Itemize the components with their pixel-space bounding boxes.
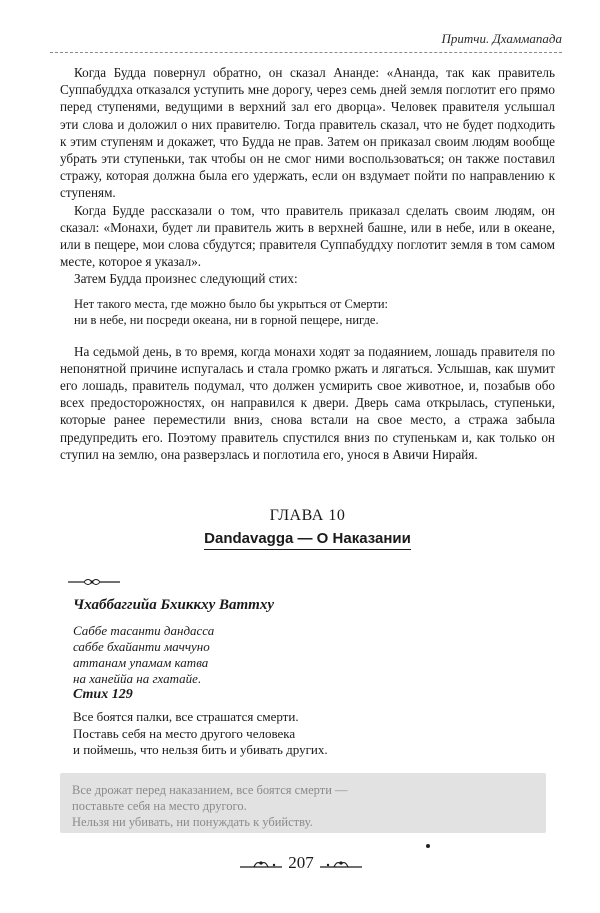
chapter-title-text: Dandavagga — О Наказании [204,530,411,550]
verse-translation [73,709,543,759]
section-title: Чхаббаггийа Бхиккху Ваттху [73,597,274,613]
highlight-box-text [72,782,542,830]
paragraph-4: На седьмой день, в то время, когда монахи ходят за подаянием, лошадь правителя по непонятной причине испугалась и стала громко ржать и лягаться. Услышав, как шумит его лошадь, правитель подумал, что должен усмирить свое животное, и, позабыв обо всех предосторожностях, он направился к двери. Дверь сама открылась, ступеньки, которые ранее переместили вниз, снова встали на свое место, а стража забыла предупредить его. Поэтому правитель спустился вниз по ступенькам и, как только он ступил на землю, она разверзлась и поглотила его, унося в Авичи Нирайя. [60,343,555,462]
prose-body [60,64,555,463]
paragraph-3: Затем Будда произнес следующий стих: [74,271,298,287]
page-number: 207 [288,853,314,872]
highlight-line: Нельзя ни убивать, ни понуждать к убийству. [72,815,313,829]
chapter-number: ГЛАВА 10 [269,507,346,524]
header-divider [50,52,562,53]
ink-dot [426,844,430,848]
section-ornament-icon [68,577,120,587]
highlight-line: поставьте себя на место другого. [72,799,247,813]
verse-line: ни в небе, ни посреди океана, ни в горной пещере, нигде. [74,313,379,328]
pali-verse [73,623,543,687]
verse-label: Стих 129 [73,687,133,702]
translation-line: и поймешь, что нельзя бить и убивать других. [73,742,328,757]
chapter-title [60,530,555,547]
paragraph-2: Когда Будде рассказали о том, что правитель приказал сделать своим людям, он сказал: «Монахи, будет ли правитель жить в верхней башне, или в небе, или в океане, или в пещере, мои слова сбудутся; правителя Суппабуддху поглотит земля в том самом месте, которое я указал». [60,202,555,270]
footer-ornament-right-icon [320,858,362,870]
paragraph-1: Когда Будда повернул обратно, он сказал Ананде: «Ананда, так как правитель Суппабуддха отказался уступить мне дорогу, через семь дней земля поглотит его прямо перед ступенями, ведущими в верхний зал его дворца». Человек правителя услышал эти слова и доложил о них правителю. Тогда правитель сказал, что не будет подходить к этим ступеням и докажет, что Будда не прав. Затем он приказал своим людям вообще убрать эти ступеньки, так чтобы он не смог ними воспользоваться; он также поставил стражу, которая должна была его удержать, если он вздумает пойти по направлению к ступеням. [60,65,555,201]
pali-line: на ханеййа на гхатайе. [73,671,202,686]
quoted-verse [74,296,555,329]
pali-line: саббе бхайанти маччуно [73,639,210,654]
running-header: Притчи. Дхаммапада [441,31,562,46]
translation-line: Все боятся палки, все страшатся смерти. [73,709,299,724]
highlight-line: Все дрожат перед наказанием, все боятся смерти — [72,783,348,797]
verse-line: Нет такого места, где можно было бы укрыться от Смерти: [74,296,389,311]
translation-line: Поставь себя на место другого человека [73,725,296,741]
footer-ornament-left-icon [240,858,282,870]
pali-line: аттанам упамам катва [73,655,209,670]
pali-line: Саббе тасанти дандасса [73,623,215,638]
